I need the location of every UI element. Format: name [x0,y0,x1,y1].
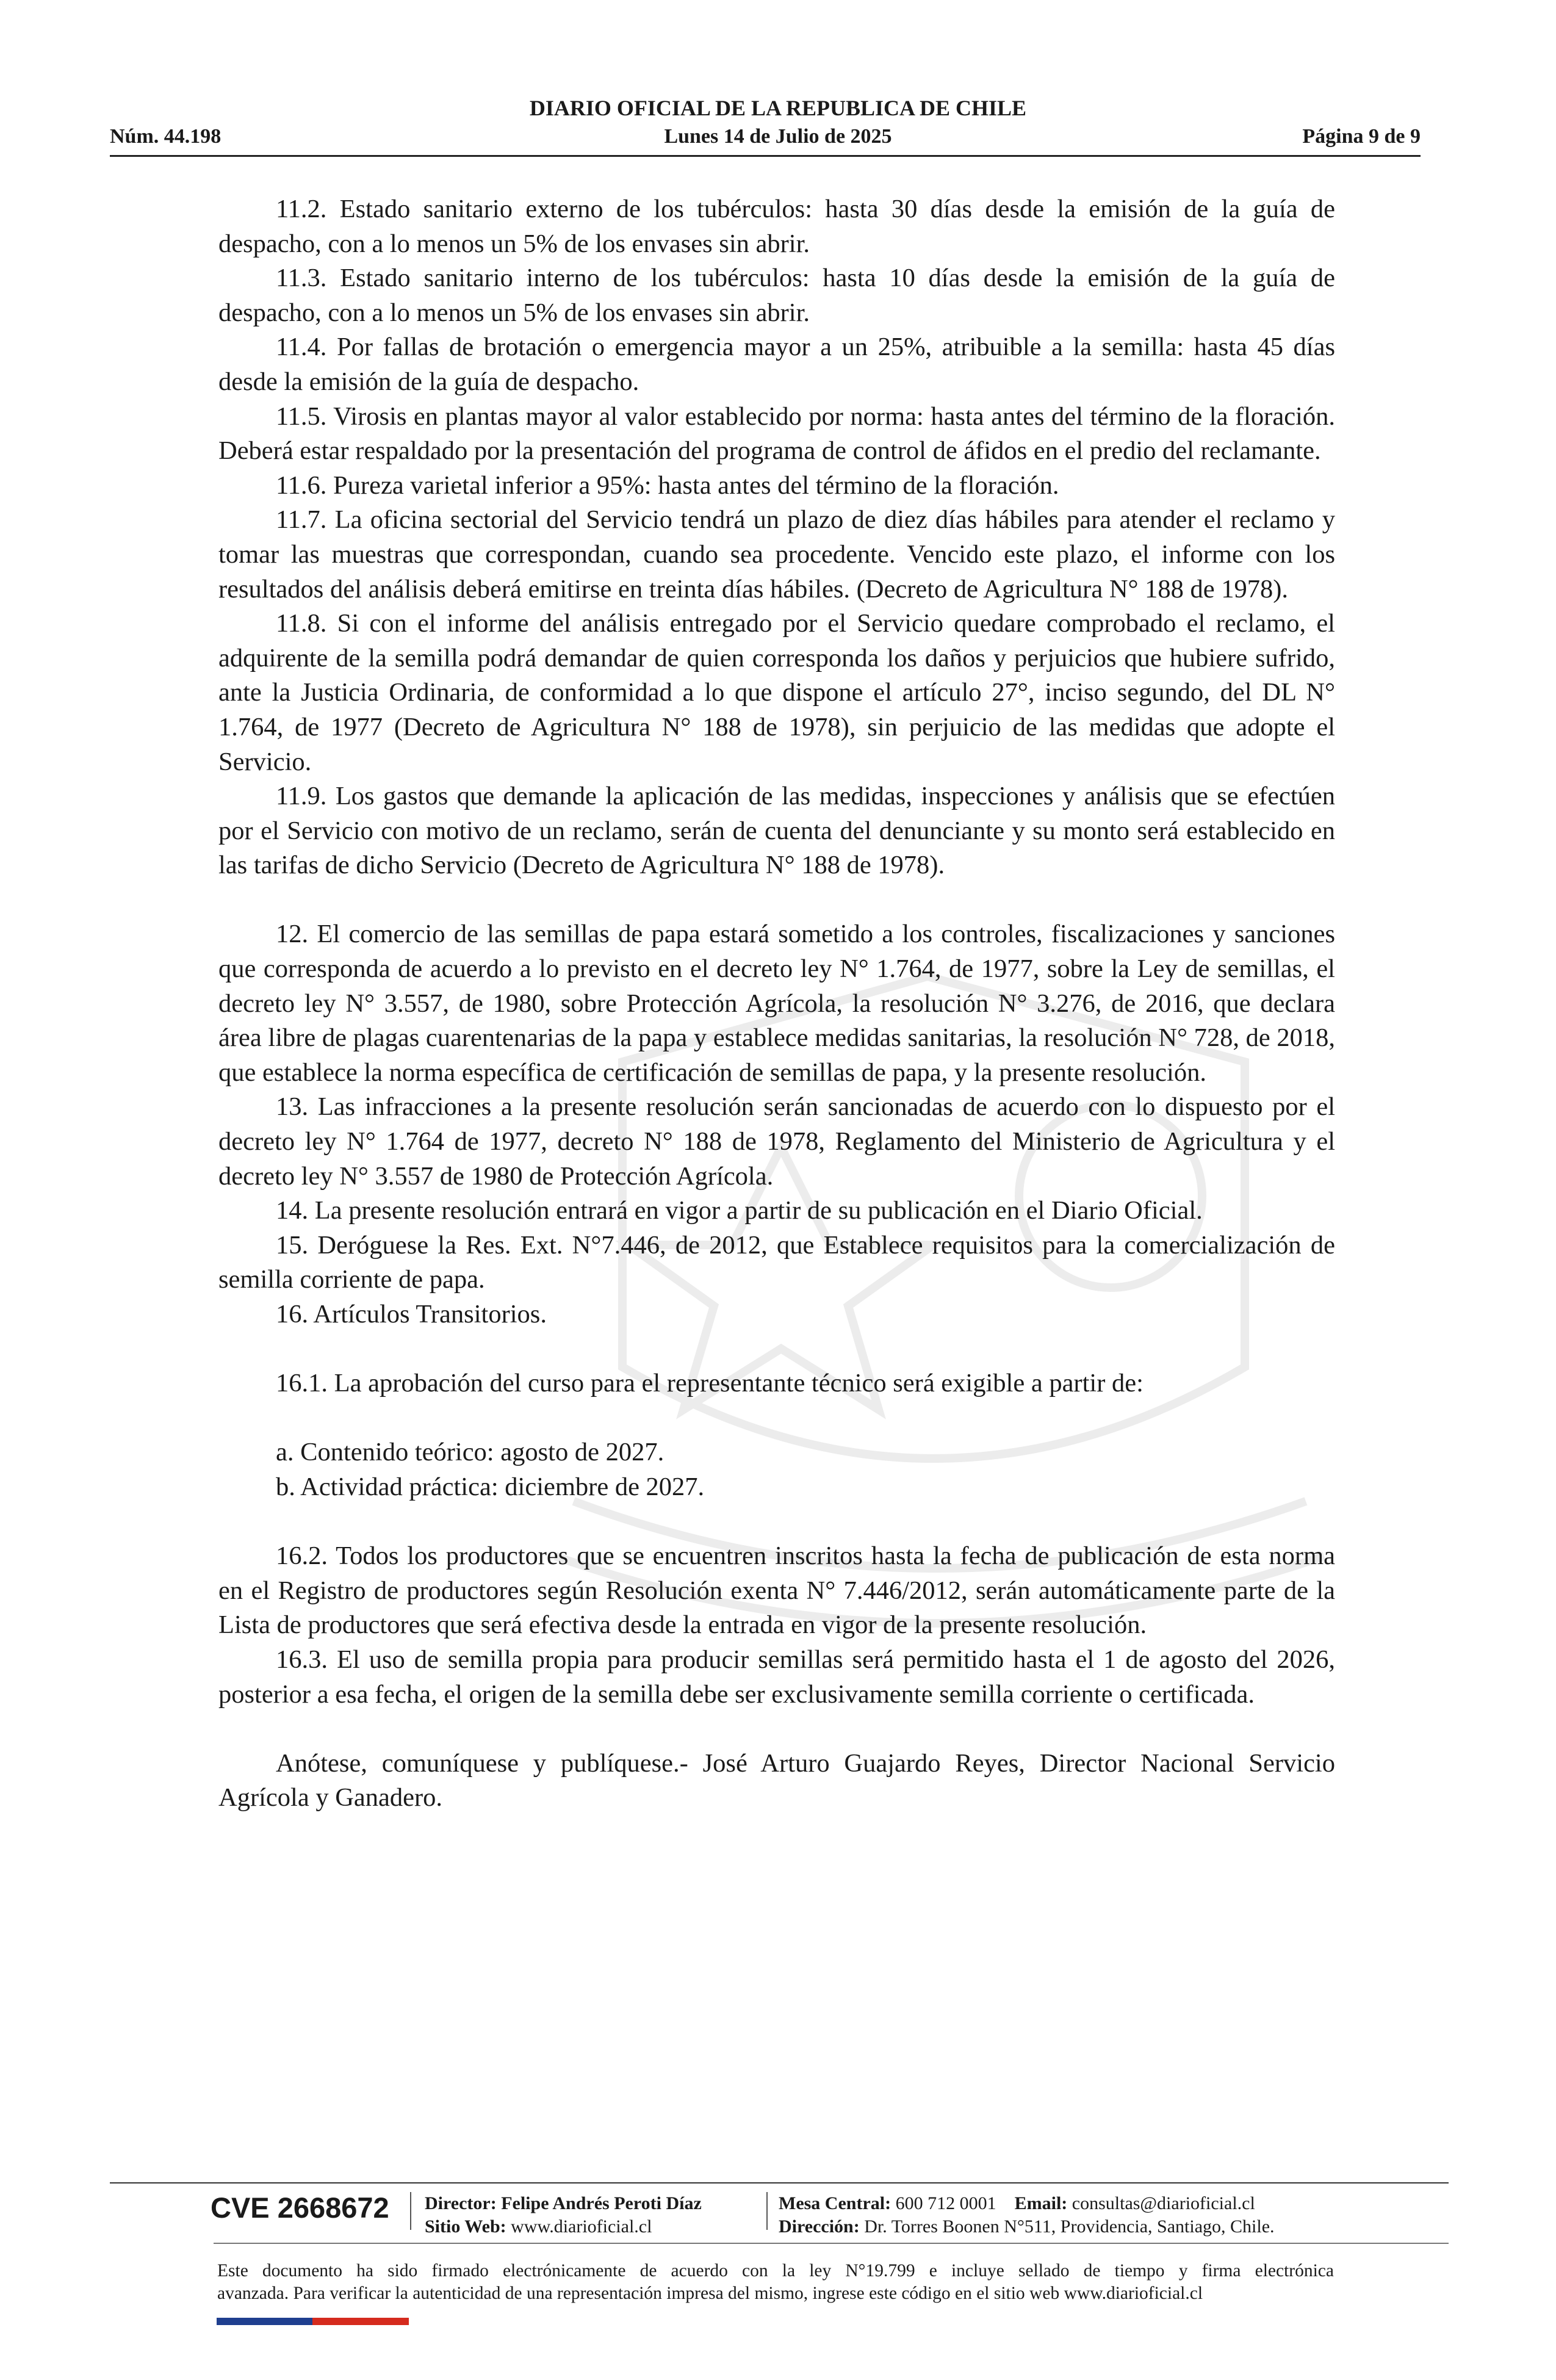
paragraph-11-3: 11.3. Estado sanitario interno de los tubérculos: hasta 10 días desde la emisión de la guía de despacho, con a lo menos un 5% de los envases sin abrir. [218,264,1335,327]
cve-code: CVE 2668672 [211,2191,389,2224]
legal-notice [217,2260,1334,2305]
email-label: Email: [1014,2193,1068,2213]
list-item-b: b. Actividad práctica: diciembre de 2027. [276,1472,705,1501]
footer-separator [410,2192,411,2230]
paragraph-11-8: 11.8. Si con el informe del análisis entregado por el Servicio quedare comprobado el reclamo, el adquirente de la semilla podrá demandar de quien corresponda los daños y perjuicios que hubiere sufrido, ante la Justicia Ordinaria, de conformidad a lo que dispone el artículo 27°, inciso segundo, del DL N° 1.764, de 1977 (Decreto de Agricultura N° 188 de 1978), sin perjuicio de las medidas que adopte el Servicio. [218,609,1335,776]
phone-label: Mesa Central: [779,2193,891,2213]
footer-director-block [425,2192,702,2238]
paragraph-15: 15. Deróguese la Res. Ext. N°7.446, de 2012, que Establece requisitos para la comercialización de semilla corriente de papa. [218,1230,1335,1294]
address-label: Dirección: [779,2216,860,2237]
spacer [218,1401,1335,1436]
director-label: Director: [425,2193,497,2213]
paragraph-11-2: 11.2. Estado sanitario externo de los tubérculos: hasta 30 días desde la emisión de la guía de despacho, con a lo menos un 5% de los envases sin abrir. [218,195,1335,258]
spacer [218,1332,1335,1367]
phone-number: 600 712 0001 [895,2193,996,2213]
closing-signature: Anótese, comuníquese y publíquese.- José Arturo Guajardo Reyes, Director Nacional Servicio Agrícola y Ganadero. [218,1748,1335,1812]
email-link[interactable]: consultas@diarioficial.cl [1072,2193,1255,2213]
flag-stripe-blue [217,2318,312,2325]
paragraph-11-6: 11.6. Pureza varietal inferior a 95%: hasta antes del término de la floración. [276,471,1059,500]
page-number: Página 9 de 9 [1302,125,1421,148]
publication-title: DIARIO OFICIAL DE LA REPUBLICA DE CHILE [529,96,1027,120]
paragraph-11-7: 11.7. La oficina sectorial del Servicio tendrá un plazo de diez días hábiles para atender el reclamo y tomar las muestras que correspondan, cuando sea procedente. Vencido este plazo, el informe con los resultados del análisis deberá emitirse en treinta días hábiles. (Decreto de Agricultura N° 188 de 1978). [218,505,1335,604]
paragraph-16-2: 16.2. Todos los productores que se encuentren inscritos hasta la fecha de publicación de esta norma en el Registro de productores según Resolución exenta N° 7.446/2012, serán automáticamente parte de la Lista de productores que será efectiva desde la entrada en vigor de la presente resolución. [218,1542,1335,1640]
list-item-a: a. Contenido teórico: agosto de 2027. [276,1438,665,1467]
paragraph-16-3: 16.3. El uso de semilla propia para producir semillas será permitido hasta el 1 de agosto del 2026, posterior a esa fecha, el origen de la semilla debe ser exclusivamente semilla corriente o certificada. [218,1645,1335,1709]
paragraph-14: 14. La presente resolución entrará en vigor a partir de su publicación en el Diario Oficial. [276,1196,1203,1225]
paragraph-11-4: 11.4. Por fallas de brotación o emergencia mayor a un 25%, atribuible a la semilla: hasta 45 días desde la emisión de la guía de despacho. [218,333,1335,396]
legal-line-2: avanzada. Para verificar la autenticidad de una representación impresa del mismo, ingrese este código en el sitio web www.diarioficial.cl [217,2284,1203,2303]
spacer [218,1505,1335,1540]
footer-separator [766,2192,768,2230]
issue-number: Núm. 44.198 [110,125,222,148]
paragraph-11-5: 11.5. Virosis en plantas mayor al valor establecido por norma: hasta antes del término de la floración. Deberá estar respaldado por la presentación del programa de control de áfidos en el predio del reclamante. [218,402,1335,466]
website-link[interactable]: www.diarioficial.cl [511,2216,652,2237]
issue-date: Lunes 14 de Julio de 2025 [664,125,892,148]
header-divider [110,155,1421,157]
footer-divider-secondary [214,2243,1449,2244]
spacer [218,883,1335,918]
legal-line-1: Este documento ha sido firmado electrónicamente de acuerdo con la ley N°19.799 e incluye sellado de tiempo y firma electrónica [217,2261,1334,2281]
spacer [218,1712,1335,1747]
director-name: Felipe Andrés Peroti Díaz [501,2193,702,2213]
paragraph-11-9: 11.9. Los gastos que demande la aplicación de las medidas, inspecciones y análisis que se efectúen por el Servicio con motivo de un reclamo, serán de cuenta del denunciante y su monto será establecido en las tarifas de dicho Servicio (Decreto de Agricultura N° 188 de 1978). [218,782,1335,880]
footer-contact-block [779,2192,1275,2238]
website-label: Sitio Web: [425,2216,506,2237]
paragraph-13: 13. Las infracciones a la presente resolución serán sancionadas de acuerdo con lo dispuesto por el decreto ley N° 1.764 de 1977, decreto N° 188 de 1978, Reglamento del Ministerio de Agricultura y el decreto ley N° 3.557 de 1980 de Protección Agrícola. [218,1092,1335,1191]
resolution-body [218,192,1335,1816]
paragraph-12: 12. El comercio de las semillas de papa estará sometido a los controles, fiscalizaciones y sanciones que corresponda de acuerdo a lo previsto en el decreto ley N° 1.764, de 1977, sobre la Ley de semillas, el decreto ley N° 3.557, de 1980, sobre Protección Agrícola, la resolución N° 3.276, de 2016, que declara área libre de plagas cuarentenarias de la papa y establece medidas sanitarias, la resolución N° 728, de 2018, que establece la norma específica de certificación de semillas de papa, y la presente resolución. [218,920,1335,1087]
paragraph-16: 16. Artículos Transitorios. [276,1300,547,1329]
paragraph-16-1: 16.1. La aprobación del curso para el representante técnico será exigible a partir de: [276,1369,1144,1398]
footer-divider [110,2182,1449,2183]
flag-stripe-red [312,2318,409,2325]
address-text: Dr. Torres Boonen N°511, Providencia, Santiago, Chile. [864,2216,1275,2237]
